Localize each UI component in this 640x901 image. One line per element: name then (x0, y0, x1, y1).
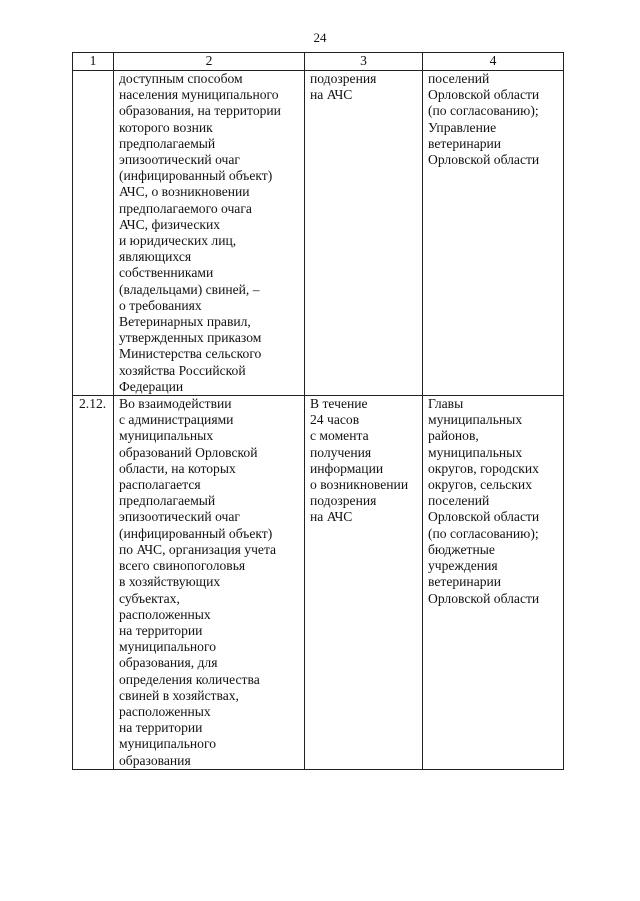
cell-text-line: Орловской области (428, 509, 540, 525)
cell-text-line: расположенных (119, 606, 211, 622)
cell-text-line: 2.12. (79, 396, 107, 412)
cell-text-line: (по согласованию); (428, 525, 539, 541)
cell-text-line: (владельцами) свиней, – (119, 281, 260, 297)
cell-text-line: о возникновении (310, 477, 409, 493)
cell-text-line: Управление (428, 119, 497, 135)
cell-text-line: предполагаемого очага (119, 200, 252, 216)
table-row (73, 71, 564, 396)
cell-text-line: образования, на территории (119, 103, 281, 119)
cell-text-line: Орловской области (428, 590, 540, 606)
cell-text-line: на АЧС (310, 87, 353, 103)
cell-text-line: АЧС, физических (119, 216, 221, 232)
cell-text-line: эпизоотический очаг (119, 509, 240, 525)
column-header-3: 3 (305, 53, 423, 71)
cell-text-line: ветеринарии (428, 135, 502, 151)
action-cell (114, 396, 305, 770)
cell-text-line: Во взаимодействии (119, 396, 232, 412)
cell-text-line: доступным способом (119, 71, 243, 86)
cell-text-line: о требованиях (119, 297, 202, 313)
cell-text-line: на АЧС (310, 509, 353, 525)
cell-text-line: 24 часов (310, 412, 360, 428)
responsible-cell (423, 71, 564, 396)
cell-text-line: определения количества (119, 671, 260, 687)
cell-text-line: муниципальных (428, 444, 523, 460)
cell-text-line: районов, (428, 428, 479, 444)
cell-text-line: образования, для (119, 655, 218, 671)
cell-text-line: подозрения (310, 71, 377, 86)
table-header-row (73, 53, 564, 71)
cell-text-line: эпизоотический очаг (119, 152, 240, 168)
cell-text-line: ветеринарии (428, 574, 502, 590)
cell-text-line: подозрения (310, 493, 377, 509)
cell-text-line: (инфицированный объект) (119, 168, 273, 184)
row-number-cell (73, 71, 114, 396)
cell-text-line: на территории (119, 720, 203, 736)
cell-text-line: которого возник (119, 119, 213, 135)
cell-text-line: получения (310, 444, 372, 460)
cell-text-line: Ветеринарных правил, (119, 314, 251, 330)
cell-text-line: Министерства сельского (119, 346, 262, 362)
cell-text-line: (инфицированный объект) (119, 525, 273, 541)
cell-text-line: в хозяйствующих (119, 574, 221, 590)
cell-text-line: бюджетные (428, 541, 495, 557)
cell-text-line: всего свинопоголовья (119, 558, 246, 574)
cell-text-line: предполагаемый (119, 493, 216, 509)
cell-text-line: АЧС, о возникновении (119, 184, 250, 200)
cell-text-line: округов, сельских (428, 477, 532, 493)
cell-text-line: образований Орловской (119, 444, 258, 460)
cell-text-line: расположенных (119, 703, 211, 719)
page-number: 24 (313, 30, 327, 45)
cell-text-line: утвержденных приказом (119, 330, 262, 346)
cell-text-line: муниципального (119, 736, 217, 752)
cell-text-line: являющихся (119, 249, 192, 265)
cell-text-line: образования (119, 752, 191, 768)
cell-text-line: поселений (428, 493, 490, 509)
cell-text-line: информации (310, 460, 384, 476)
cell-text-line: округов, городских (428, 460, 539, 476)
responsible-cell (423, 396, 564, 770)
cell-text-line: области, на которых (119, 460, 236, 476)
cell-text-line: муниципальных (428, 412, 523, 428)
cell-text-line: располагается (119, 477, 201, 493)
measures-table (72, 52, 564, 770)
cell-text-line: субъектах, (119, 590, 180, 606)
cell-text-line: муниципального (119, 639, 217, 655)
cell-text-line: Федерации (119, 378, 184, 394)
cell-text-line: с момента (310, 428, 369, 444)
cell-text-line: Орловской области (428, 152, 540, 168)
column-header-1: 1 (73, 53, 114, 71)
action-cell (114, 71, 305, 396)
cell-text-line: поселений (428, 71, 490, 86)
table-row (73, 396, 564, 770)
cell-text-line: Главы (428, 396, 464, 412)
column-header-4: 4 (423, 53, 564, 71)
term-cell (305, 71, 423, 396)
row-number-cell (73, 396, 114, 770)
cell-text-line: Орловской области (428, 87, 540, 103)
cell-text-line: и юридических лиц, (119, 233, 237, 249)
cell-text-line: В течение (310, 396, 368, 412)
cell-text-line: с администрациями (119, 412, 234, 428)
cell-text-line: муниципальных (119, 428, 214, 444)
cell-text-line: хозяйства Российской (119, 362, 246, 378)
cell-text-line: по АЧС, организация учета (119, 541, 277, 557)
column-header-2: 2 (114, 53, 305, 71)
cell-text-line: собственниками (119, 265, 214, 281)
cell-text-line: (по согласованию); (428, 103, 539, 119)
cell-text-line: учреждения (428, 558, 498, 574)
cell-text-line: свиней в хозяйствах, (119, 687, 239, 703)
cell-text-line: на территории (119, 622, 203, 638)
cell-text-line: предполагаемый (119, 135, 216, 151)
term-cell (305, 396, 423, 770)
cell-text-line: населения муниципального (119, 87, 279, 103)
